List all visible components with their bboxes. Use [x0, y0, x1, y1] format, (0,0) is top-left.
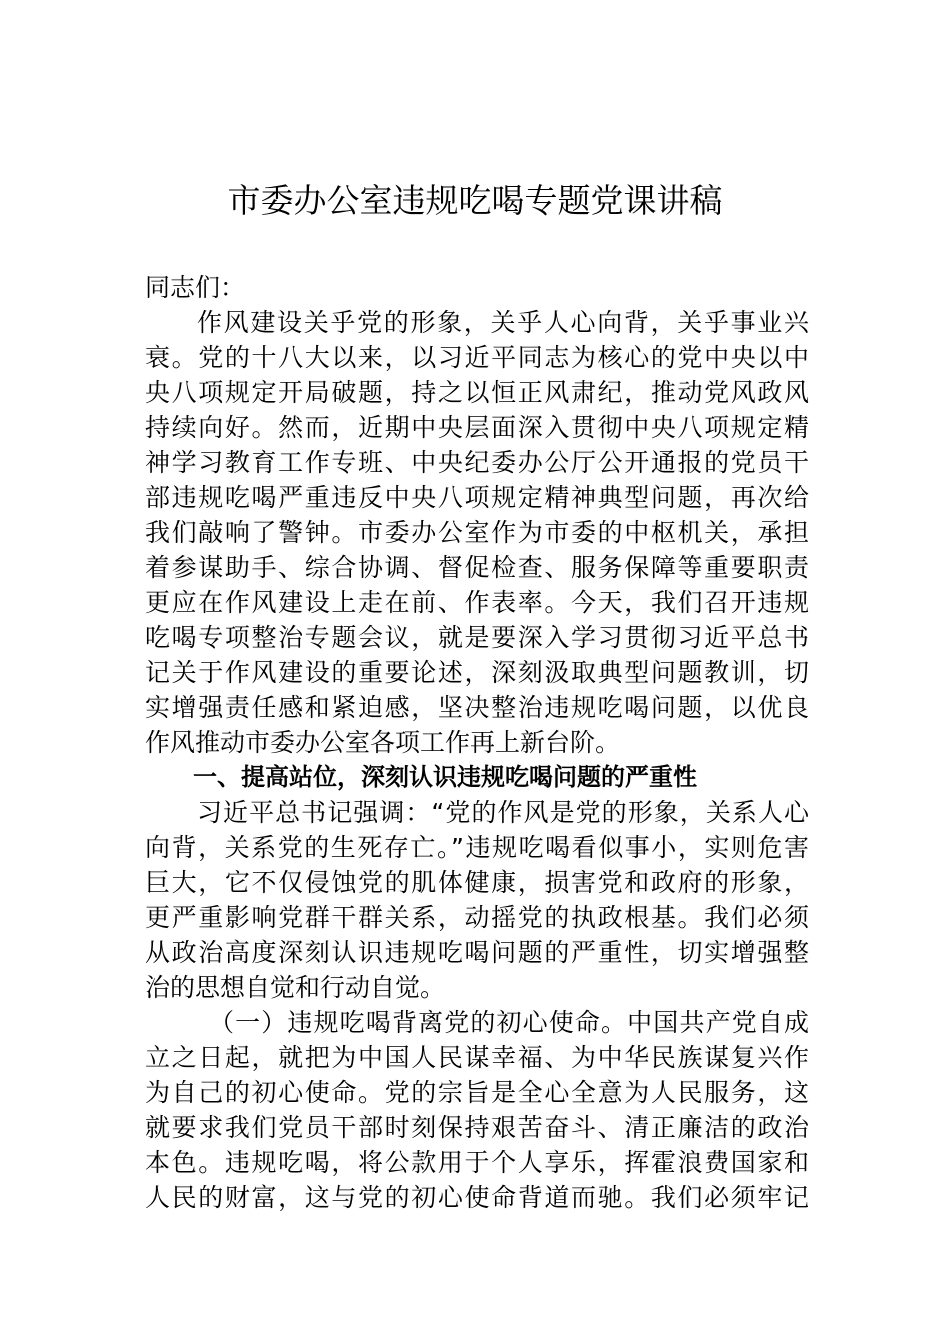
section-heading-text: 一、提高站位，深刻认识违规吃喝问题的严重性 — [193, 763, 697, 791]
paragraph-line: （一）违规吃喝背离党的初心使命。中国共产党自成 — [209, 1008, 809, 1037]
salutation: 同志们： — [145, 273, 246, 302]
paragraph-line: 部违规吃喝严重违反中央八项规定精神典型问题，再次给 — [145, 483, 809, 512]
section-heading — [145, 760, 809, 795]
paragraph-line: 习近平总书记强调：“党的作风是党的形象，关系人心 — [197, 798, 809, 827]
paragraph-line: 着参谋助手、综合协调、督促检查、服务保障等重要职责 — [145, 553, 809, 582]
paragraph-line: 立之日起，就把为中国人民谋幸福、为中华民族谋复兴作 — [145, 1043, 809, 1072]
paragraph-line: 记关于作风建设的重要论述，深刻汲取典型问题教训，切 — [145, 658, 809, 687]
paragraph-line: 人民的财富，这与党的初心使命背道而驰。我们必须牢记 — [145, 1183, 809, 1212]
paragraph-line: 作风建设关乎党的形象，关乎人心向背，关乎事业兴 — [197, 308, 809, 337]
paragraph-line: 我们敲响了警钟。市委办公室作为市委的中枢机关，承担 — [145, 518, 809, 547]
document-title: 市委办公室违规吃喝专题党课讲稿 — [227, 181, 723, 220]
paragraph-line: 治的思想自觉和行动自觉。 — [145, 973, 446, 1002]
paragraph-line: 央八项规定开局破题，持之以恒正风肃纪，推动党风政风 — [145, 378, 809, 407]
paragraph-line: 更应在作风建设上走在前、作表率。今天，我们召开违规 — [145, 588, 809, 617]
paragraph-line: 持续向好。然而，近期中央层面深入贯彻中央八项规定精 — [145, 413, 809, 442]
paragraph-line: 衰。党的十八大以来，以习近平同志为核心的党中央以中 — [145, 343, 809, 372]
paragraph-line: 更严重影响党群干群关系，动摇党的执政根基。我们必须 — [145, 903, 809, 932]
document-body — [145, 270, 809, 1215]
paragraph-line: 为自己的初心使命。党的宗旨是全心全意为人民服务，这 — [145, 1078, 809, 1107]
paragraph-line: 向背，关系党的生死存亡。”违规吃喝看似事小，实则危害 — [145, 833, 809, 862]
paragraph-line: 巨大，它不仅侵蚀党的肌体健康，损害党和政府的形象， — [145, 868, 809, 897]
paragraph-line: 作风推动市委办公室各项工作再上新台阶。 — [145, 728, 621, 757]
paragraph-line: 吃喝专项整治专题会议，就是要深入学习贯彻习近平总书 — [145, 623, 809, 652]
paragraph-line: 本色。违规吃喝，将公款用于个人享乐，挥霍浪费国家和 — [145, 1148, 809, 1177]
paragraph-line: 就要求我们党员干部时刻保持艰苦奋斗、清正廉洁的政治 — [145, 1113, 809, 1142]
paragraph-line: 神学习教育工作专班、中央纪委办公厅公开通报的党员干 — [145, 448, 809, 477]
paragraph-line: 实增强责任感和紧迫感，坚决整治违规吃喝问题，以优良 — [145, 693, 809, 722]
paragraph-line: 从政治高度深刻认识违规吃喝问题的严重性，切实增强整 — [145, 938, 809, 967]
